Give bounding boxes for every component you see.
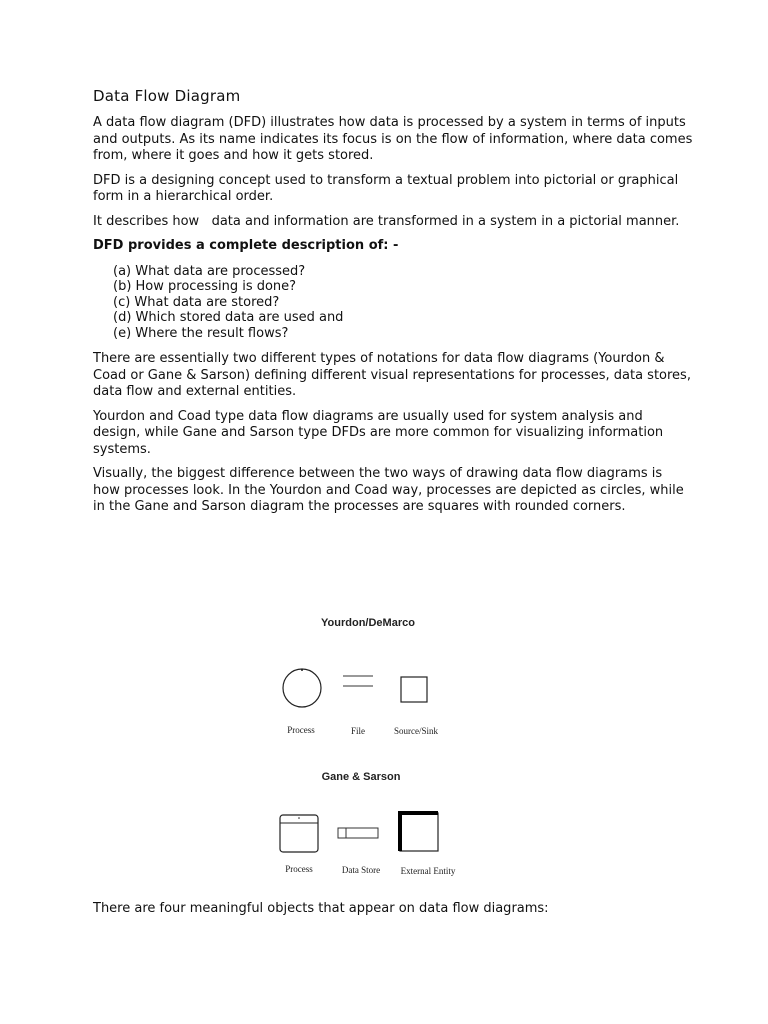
paragraph-usage: Yourdon and Coad type data flow diagrams are usually used for system analysis and design, while Gane and Sarson type DFDs are more common for visualizing information systems. (93, 408, 664, 457)
document-body (93, 86, 693, 524)
closing-line: There are four meaningful objects that appear on data flow diagrams: (93, 901, 549, 916)
yourdon-source-sink-label: Source/Sink (394, 726, 438, 736)
gane-external-entity-box (400, 813, 438, 851)
description-list (113, 264, 693, 342)
gane-external-entity-label: External Entity (400, 866, 456, 876)
yourdon-file-label: File (350, 726, 366, 736)
gane-process-label: Process (285, 864, 313, 874)
yourdon-process-label: Process (287, 725, 315, 735)
paragraph-describes: It describes how data and information are transformed in a system in a pictorial manner. (93, 213, 680, 229)
yourdon-source-sink-box (401, 677, 427, 702)
yourdon-process-circle (283, 669, 321, 707)
gane-process-box (280, 815, 318, 852)
gane-title: Gane & Sarson (321, 771, 401, 783)
gane-data-store-box (338, 828, 378, 838)
yourdon-title: Yourdon/DeMarco (321, 617, 415, 629)
gane-data-store-label: Data Store (341, 865, 381, 875)
paragraph-notations: There are essentially two different types of notations for data flow diagrams (Yourdon & Coad or Gane & Sarson) defining different visual representations for processes, data stores, data flow and external entities. (93, 351, 691, 400)
paragraph-visual-difference: Visually, the biggest difference between the two ways of drawing data flow diagrams is how processes look. In the Yourdon and Coad way, processes are depicted as circles, while in the Gane and Sarson diagram the processes are squares with rounded corners. (93, 466, 684, 515)
list-item: (d) Which stored data are used and (113, 310, 344, 326)
paragraph-dfd-concept: DFD is a designing concept used to transform a textual problem into pictorial or graphical form in a hierarchical order. (93, 172, 679, 204)
list-item: (b) How processing is done? (113, 279, 297, 295)
gane-external-entity-shadow (400, 813, 438, 851)
paragraph-intro: A data flow diagram (DFD) illustrates how data is processed by a system in terms of inputs and outputs. As its name indicates its focus is on the flow of information, where data comes from, where it goes and how it gets stored. (93, 115, 693, 163)
process-dot (298, 817, 300, 819)
list-heading: DFD provides a complete description of: - (93, 238, 399, 253)
document-title: Data Flow Diagram (93, 87, 241, 105)
process-dot (301, 669, 303, 671)
list-item: (a) What data are processed? (113, 263, 306, 279)
list-item: (e) Where the result flows? (113, 325, 289, 341)
list-item: (c) What data are stored? (113, 294, 280, 310)
